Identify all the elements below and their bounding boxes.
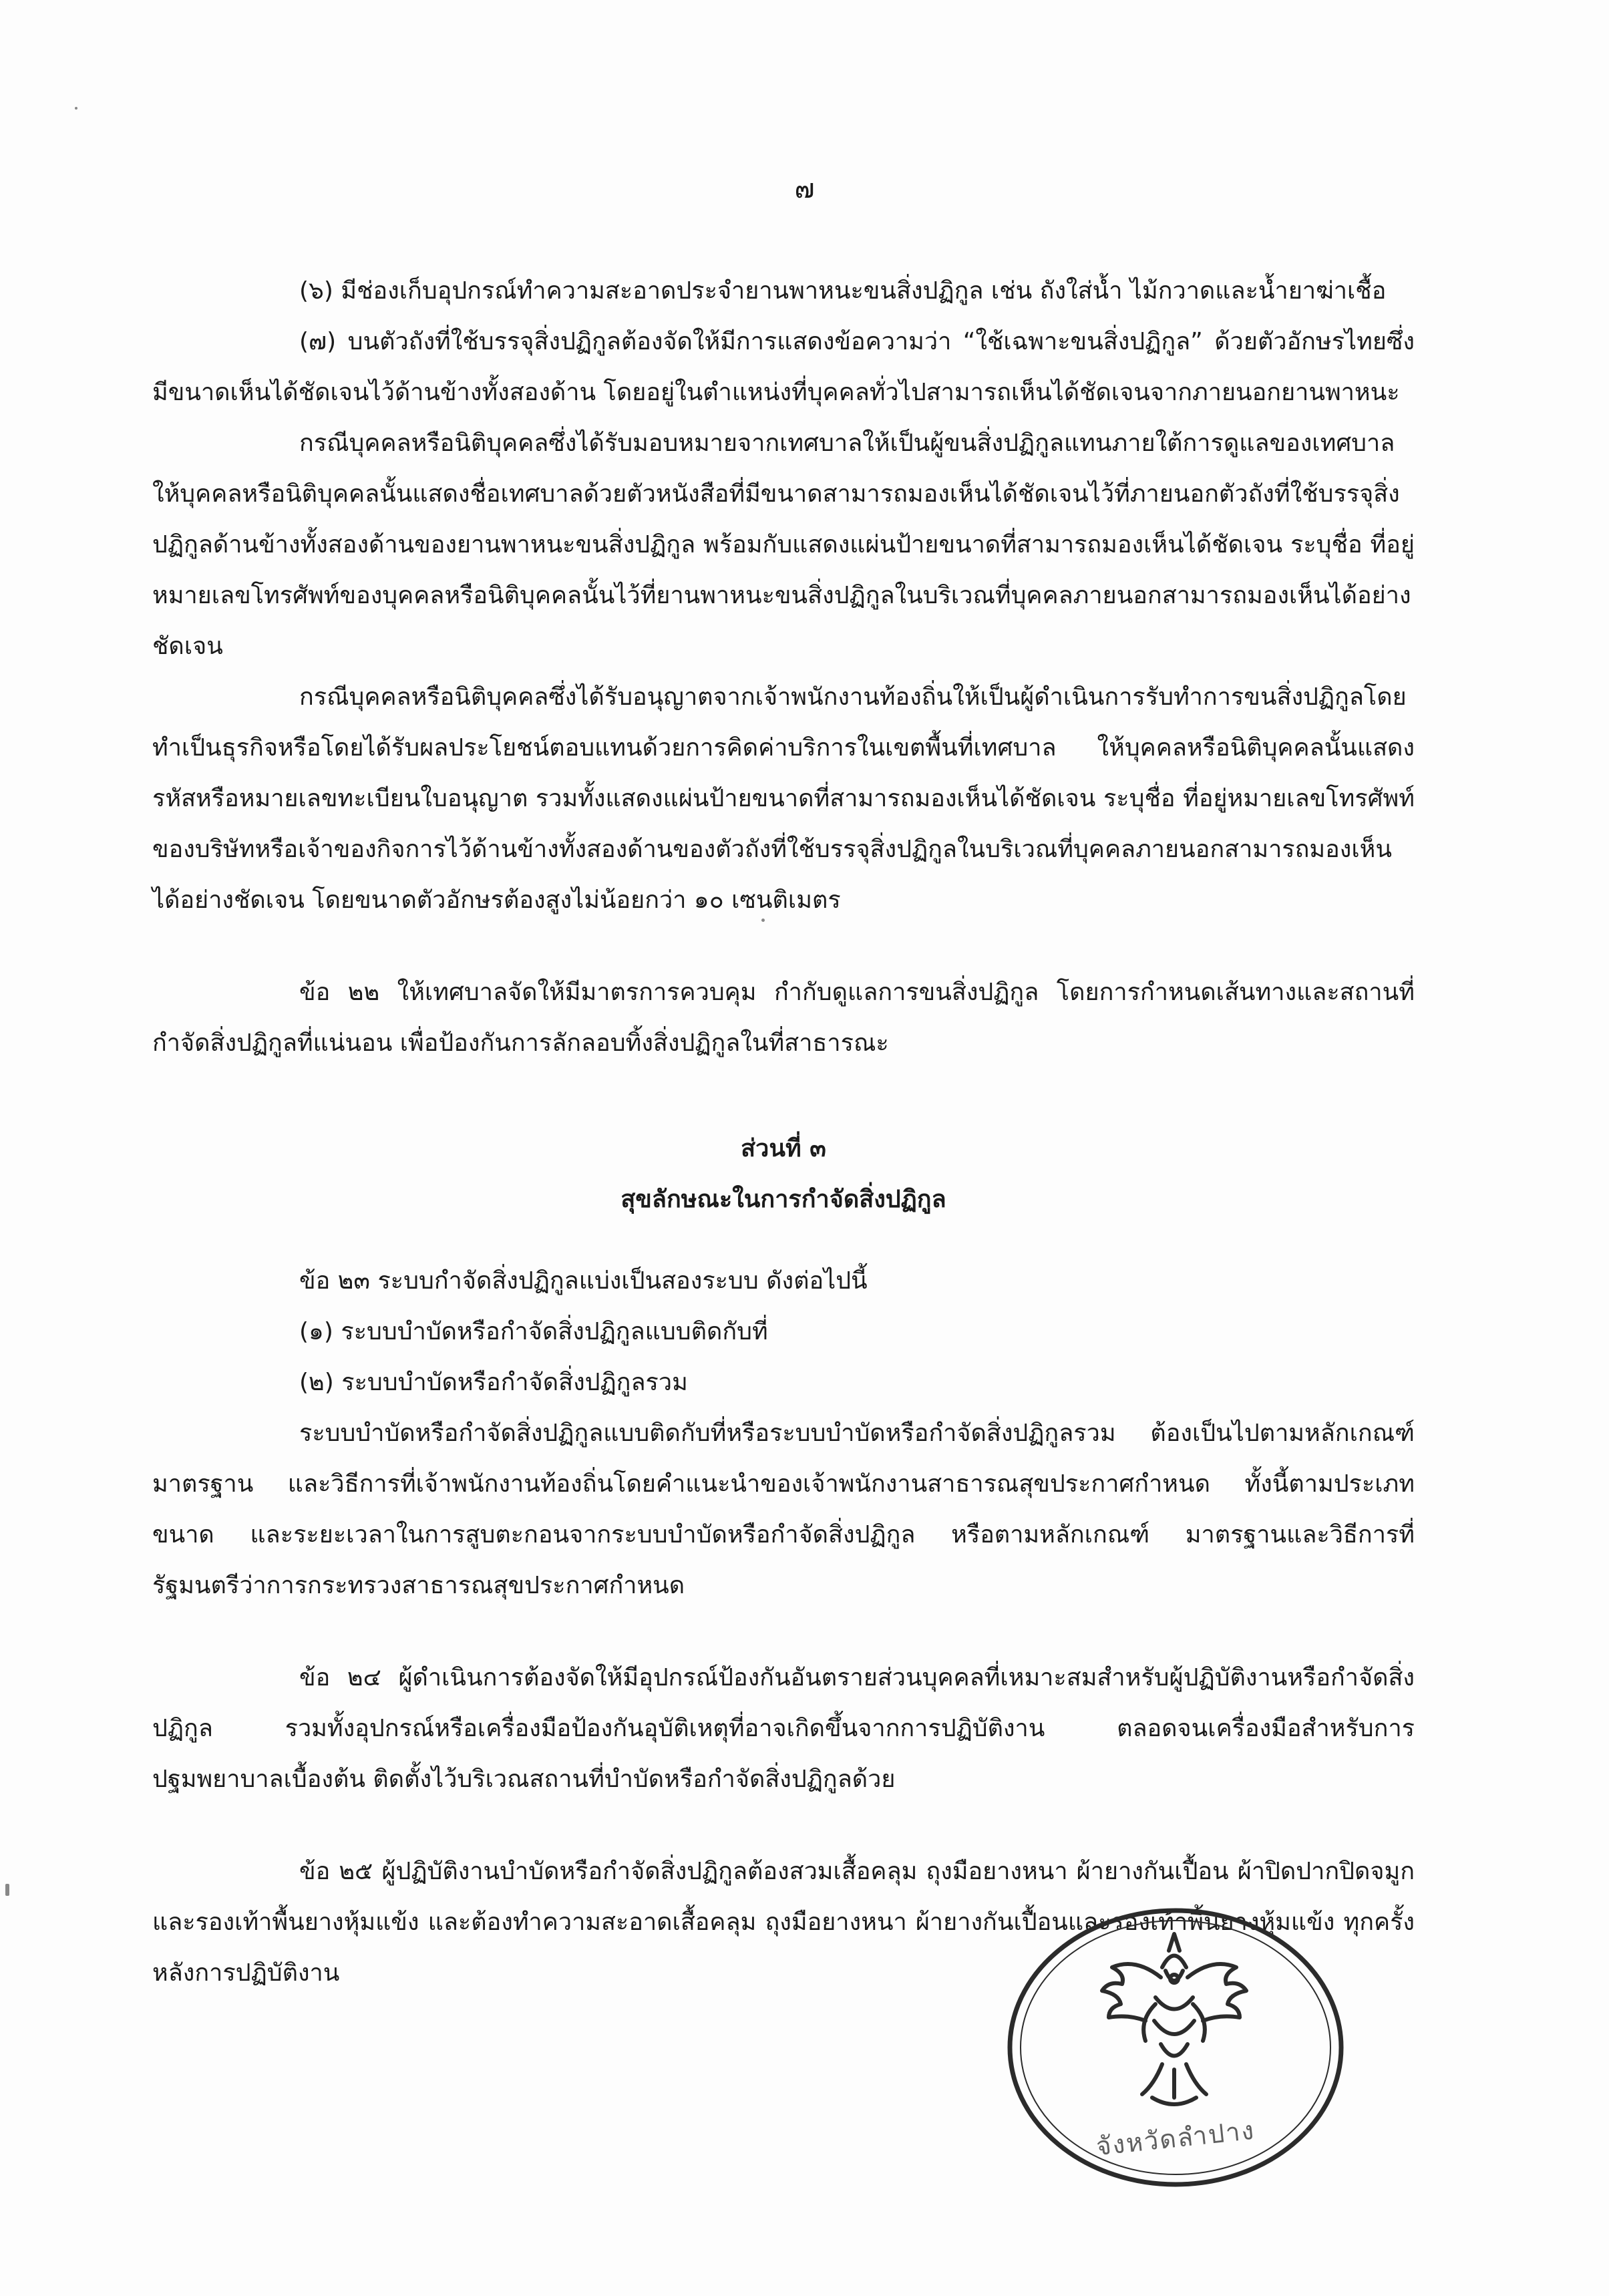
page-number: ๗ bbox=[794, 174, 815, 204]
document-body bbox=[152, 266, 1415, 1999]
clause-23-item-2: (๒) ระบบบำบัดหรือกำจัดสิ่งปฏิกูลรวม bbox=[299, 1369, 688, 1396]
clause-23-item-1: (๑) ระบบบำบัดหรือกำจัดสิ่งปฏิกูลแบบติดกับที่ bbox=[299, 1318, 768, 1345]
paragraph-licensed-carrier: กรณีบุคคลหรือนิติบุคคลซึ่งได้รับอนุญาตจากเจ้าพนักงานท้องถิ่นให้เป็นผู้ดำเนินการรับทำการขนสิ่งปฏิกูลโดยทำเป็นธุรกิจหรือโดยได้รับผลประโยชน์ตอบแทนด้วยการคิดค่าบริการในเขตพื้นที่เทศบาล ให้บุคคลหรือนิติบุคคลนั้นแสดงรหัสหรือหมายเลขทะเบียนใบอนุญาต รวมทั้งแสดงแผ่นป้ายขนาดที่สามารถมองเห็นได้ชัดเจน ระบุชื่อ ที่อยู่หมายเลขโทรศัพท์ของบริษัทหรือเจ้าของกิจการไว้ด้านข้างทั้งสองด้านของตัวถังที่ใช้บรรจุสิ่งปฏิกูลในบริเวณที่บุคคลภายนอกสามารถมองเห็นได้อย่างชัดเจน โดยขนาดตัวอักษรต้องสูงไม่น้อยกว่า ๑๐ เซนติเมตร bbox=[152, 683, 1415, 914]
section-title: ส่วนที่ ๓ bbox=[741, 1135, 826, 1162]
scan-speck bbox=[75, 107, 77, 110]
clause-23-intro: ข้อ ๒๓ ระบบกำจัดสิ่งปฏิกูลแบ่งเป็นสองระบบ ดังต่อไปนี้ bbox=[299, 1267, 868, 1295]
clause-25: ข้อ ๒๕ ผู้ปฏิบัติงานบำบัดหรือกำจัดสิ่งปฏิกูลต้องสวมเสื้อคลุม ถุงมือยางหนา ผ้ายางกันเปื้อน ผ้าปิดปากปิดจมูก และรองเท้าพื้นยางหุ้มแข้ง และต้องทำความสะอาดเสื้อคลุม ถุงมือยางหนา ผ้ายางกันเปื้อนและรองเท้าพื้นยางหุ้มแข้ง ทุกครั้งหลังการปฏิบัติงาน bbox=[152, 1858, 1415, 1987]
paragraph-item-7: (๗) บนตัวถังที่ใช้บรรจุสิ่งปฏิกูลต้องจัดให้มีการแสดงข้อความว่า “ใช้เฉพาะขนสิ่งปฏิกูล” ด้วยตัวอักษรไทยซึ่งมีขนาดเห็นได้ชัดเจนไว้ด้านข้างทั้งสองด้าน โดยอยู่ในตำแหน่งที่บุคคลทั่วไปสามารถเห็นได้ชัดเจนจากภายนอกยานพาหนะ bbox=[152, 328, 1415, 406]
paragraph-item-6: (๖) มีช่องเก็บอุปกรณ์ทำความสะอาดประจำยานพาหนะขนสิ่งปฏิกูล เช่น ถังใส่น้ำ ไม้กวาดและน้ำยาฆ่าเชื้อ bbox=[299, 277, 1387, 305]
scan-speck bbox=[5, 1884, 9, 1896]
clause-23-body: ระบบบำบัดหรือกำจัดสิ่งปฏิกูลแบบติดกับที่หรือระบบบำบัดหรือกำจัดสิ่งปฏิกูลรวม ต้องเป็นไปตามหลักเกณฑ์ มาตรฐาน และวิธีการที่เจ้าพนักงานท้องถิ่นโดยคำแนะนำของเจ้าพนักงานสาธารณสุขประกาศกำหนด ทั้งนี้ตามประเภท ขนาด และระยะเวลาในการสูบตะกอนจากระบบบำบัดหรือกำจัดสิ่งปฏิกูล หรือตามหลักเกณฑ์ มาตรฐานและวิธีการที่รัฐมนตรีว่าการกระทรวงสาธารณสุขประกาศกำหนด bbox=[152, 1420, 1415, 1599]
clause-24: ข้อ ๒๔ ผู้ดำเนินการต้องจัดให้มีอุปกรณ์ป้องกันอันตรายส่วนบุคคลที่เหมาะสมสำหรับผู้ปฏิบัติงานหรือกำจัดสิ่งปฏิกูล รวมทั้งอุปกรณ์หรือเครื่องมือป้องกันอุบัติเหตุที่อาจเกิดขึ้นจากการปฏิบัติงาน ตลอดจนเครื่องมือสำหรับการปฐมพยาบาลเบื้องต้น ติดตั้งไว้บริเวณสถานที่บำบัดหรือกำจัดสิ่งปฏิกูลด้วย bbox=[152, 1664, 1415, 1793]
scan-speck bbox=[761, 919, 765, 922]
section-heading bbox=[152, 1124, 1415, 1225]
official-seal-stamp bbox=[1002, 1904, 1349, 2191]
section-subtitle: สุขลักษณะในการกำจัดสิ่งปฏิกูล bbox=[620, 1186, 946, 1213]
clause-22: ข้อ ๒๒ ให้เทศบาลจัดให้มีมาตรการควบคุม กำกับดูแลการขนสิ่งปฏิกูล โดยการกำหนดเส้นทางและสถานที่กำจัดสิ่งปฏิกูลที่แน่นอน เพื่อป้องกันการลักลอบทิ้งสิ่งปฏิกูลในที่สาธารณะ bbox=[152, 979, 1415, 1057]
stamp-text: จังหวัดลำปาง bbox=[1095, 2115, 1256, 2162]
paragraph-assigned-carrier: กรณีบุคคลหรือนิติบุคคลซึ่งได้รับมอบหมายจากเทศบาลให้เป็นผู้ขนสิ่งปฏิกูลแทนภายใต้การดูแลของเทศบาล ให้บุคคลหรือนิติบุคคลนั้นแสดงชื่อเทศบาลด้วยตัวหนังสือที่มีขนาดสามารถมองเห็นได้ชัดเจนไว้ที่ภายนอกตัวถังที่ใช้บรรจุสิ่งปฏิกูลด้านข้างทั้งสองด้านของยานพาหนะขนสิ่งปฏิกูล พร้อมกับแสดงแผ่นป้ายขนาดที่สามารถมองเห็นได้ชัดเจน ระบุชื่อ ที่อยู่ หมายเลขโทรศัพท์ของบุคคลหรือนิติบุคคลนั้นไว้ที่ยานพาหนะขนสิ่งปฏิกูลในบริเวณที่บุคคลภายนอกสามารถมองเห็นได้อย่างชัดเจน bbox=[152, 430, 1415, 660]
